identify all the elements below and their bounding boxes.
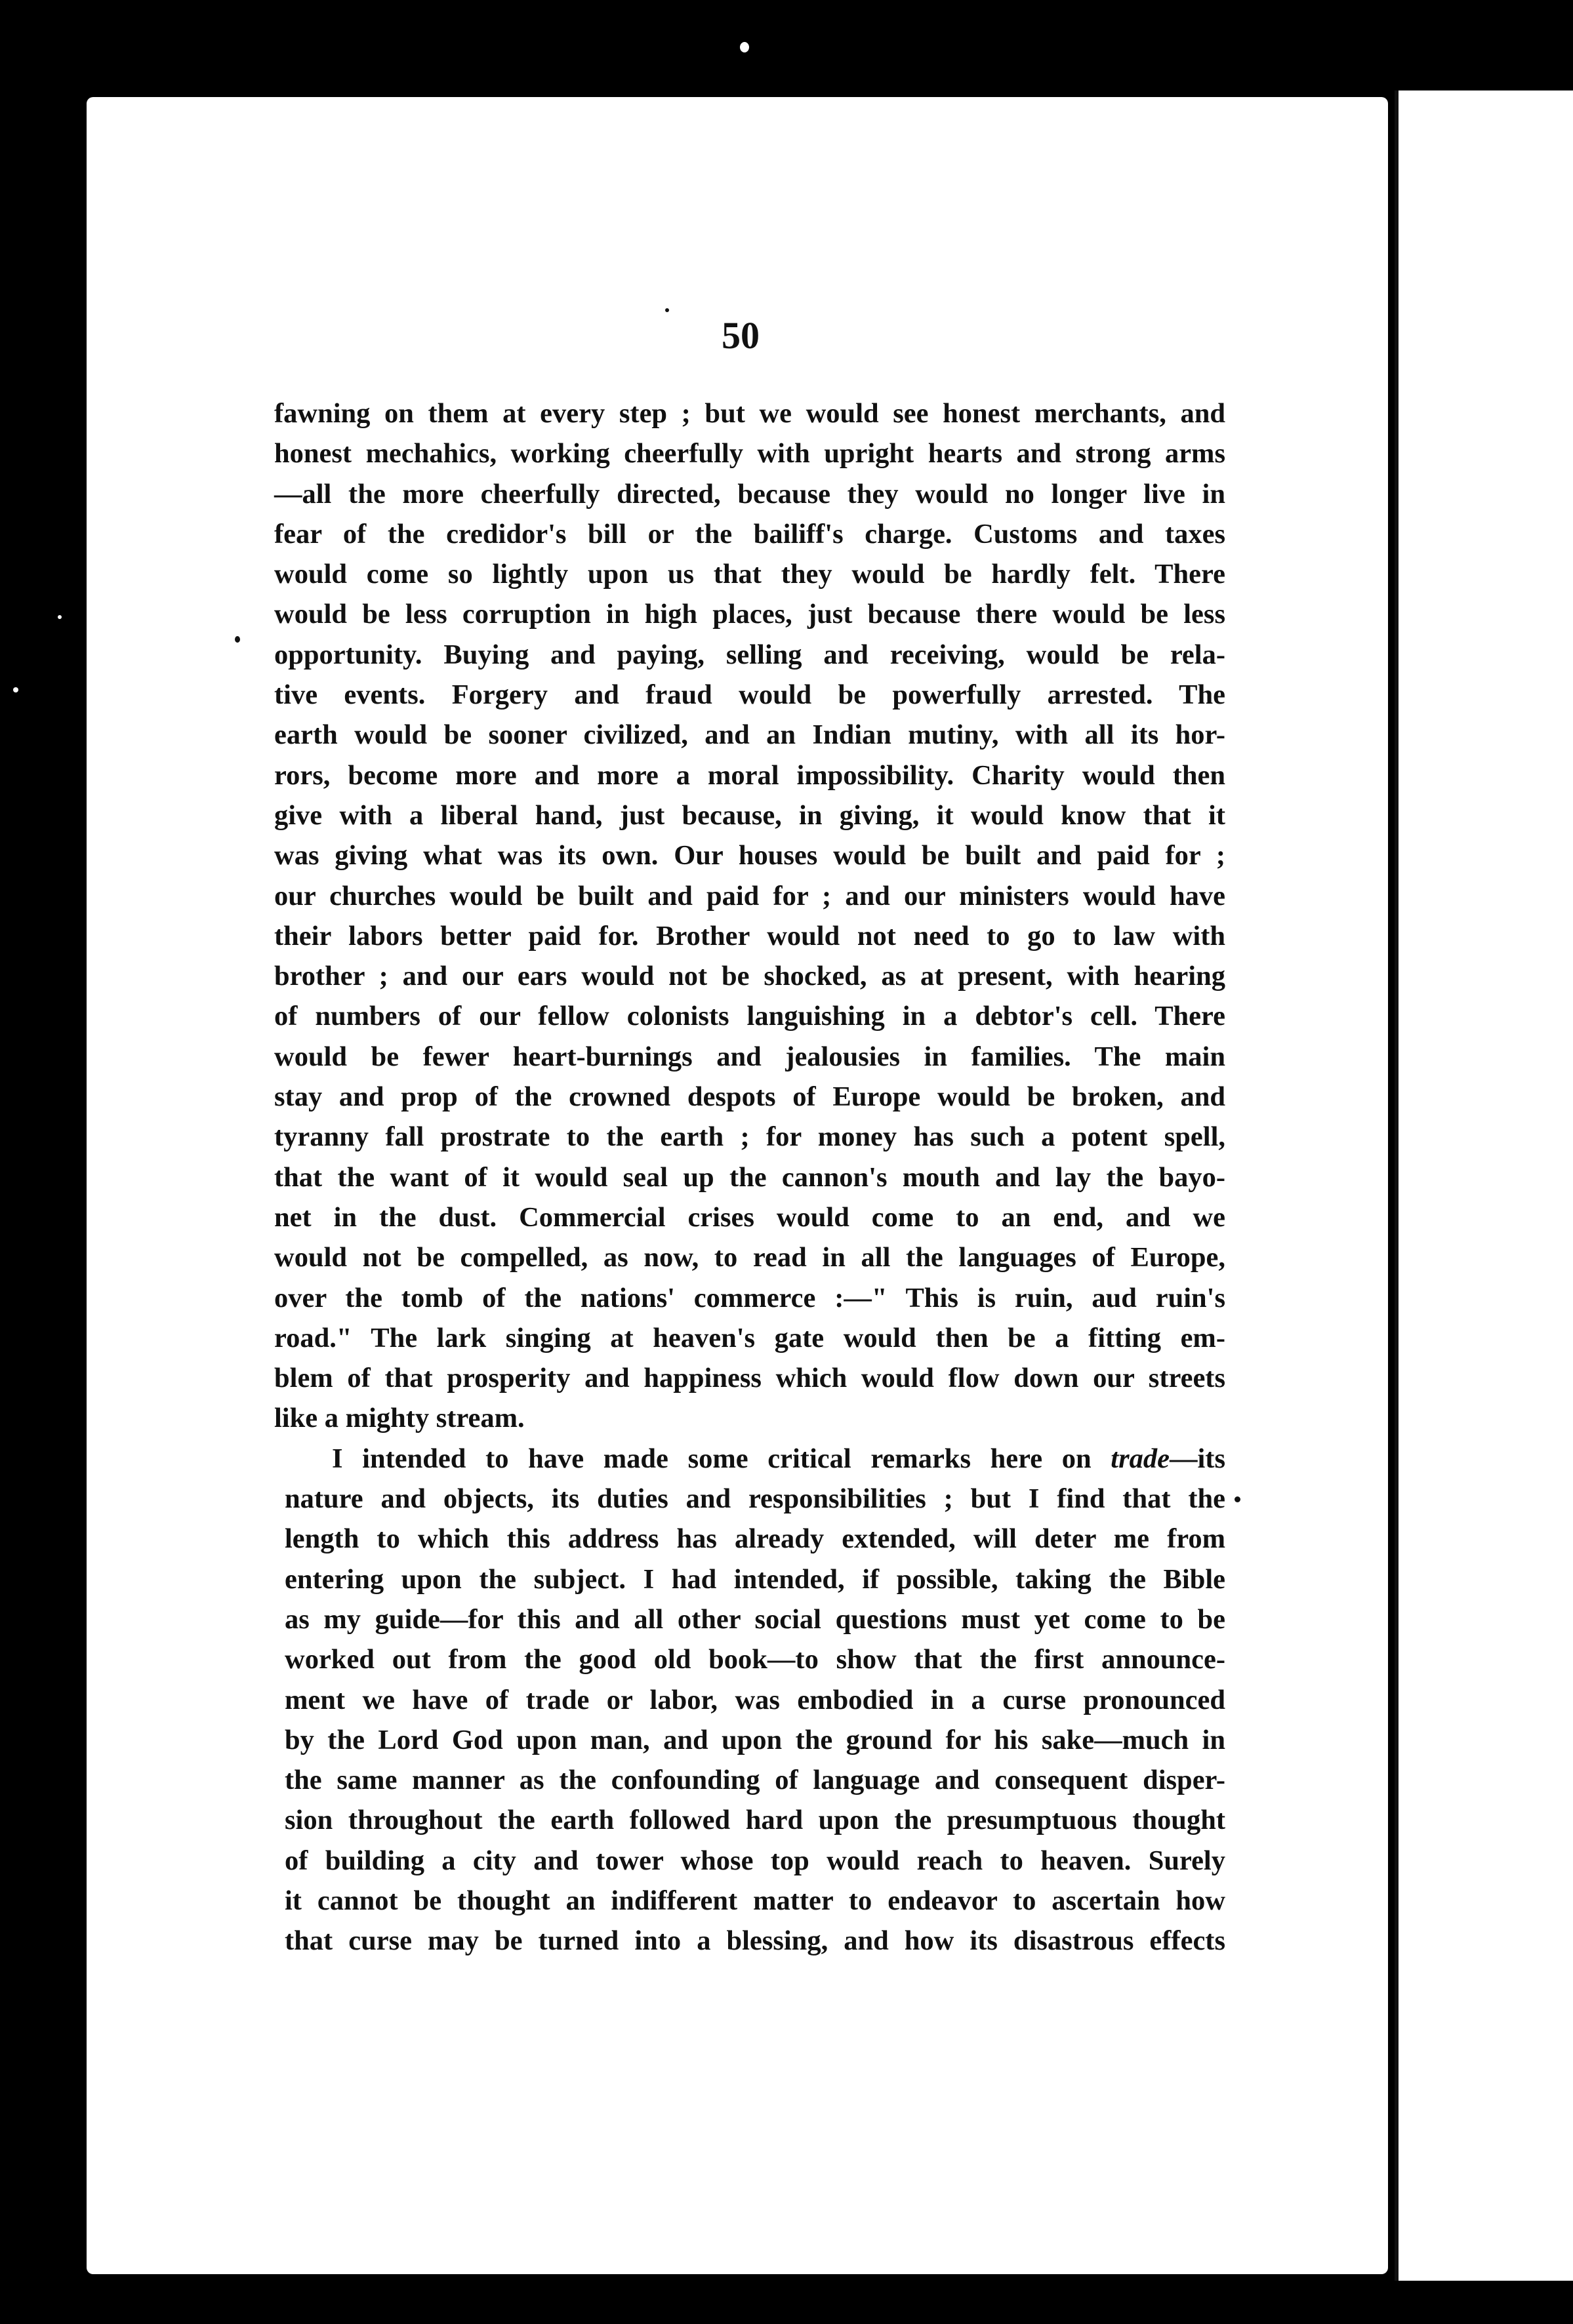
text-line: fawning on them at every step ; but we would see honest merchants, and (274, 398, 1225, 429)
text-line: entering upon the subject. I had intended, if possible, taking the Bible (285, 1563, 1225, 1595)
text-line: length to which this address has already extended, will deter me from (285, 1523, 1225, 1555)
paragraph-1 (274, 393, 1225, 1439)
text-line: fear of the credidor's bill or the bailiff's charge. Customs and taxes (274, 518, 1225, 550)
text-line: our churches would be built and paid for ; and our ministers would have (274, 880, 1225, 912)
scan-speck (740, 42, 749, 52)
text-line: earth would be sooner civilized, and an Indian mutiny, with all its hor- (274, 719, 1225, 751)
next-page-edge (1395, 90, 1573, 2281)
text-line: like a mighty stream. (274, 1403, 525, 1434)
text-line: would be less corruption in high places, just because there would be less (274, 599, 1225, 630)
text-line: tive events. Forgery and fraud would be powerfully arrested. The (274, 679, 1225, 711)
paragraph-2 (285, 1439, 1225, 1961)
text-line: sion throughout the earth followed hard upon the presumptuous thought (285, 1805, 1225, 1836)
text-line: ment we have of trade or labor, was embodied in a curse pronounced (285, 1684, 1225, 1715)
text-line: give with a liberal hand, just because, in giving, it would know that it (274, 799, 1225, 831)
text-line: over the tomb of the nations' commerce :—" This is ruin, aud ruin's (274, 1282, 1225, 1313)
text-line: would come so lightly upon us that they would be hardly felt. There (274, 559, 1225, 590)
page-number: 50 (722, 314, 760, 357)
scan-speck (235, 636, 240, 643)
text-line: would be fewer heart-burnings and jealousies in families. The main (274, 1041, 1225, 1072)
text-line: their labors better paid for. Brother would not need to go to law with (274, 920, 1225, 952)
text-line: of numbers of our fellow colonists languishing in a debtor's cell. There (274, 1001, 1225, 1032)
text-line: road." The lark singing at heaven's gate would then be a fitting em- (274, 1322, 1225, 1353)
text-line: honest mechahics, working cheerfully with upright hearts and strong arms (274, 438, 1225, 470)
text-line: worked out from the good old book—to show that the first announce- (285, 1644, 1225, 1675)
page-body (274, 393, 1225, 1961)
text-line: it cannot be thought an indifferent matter to endeavor to ascertain how (285, 1885, 1225, 1916)
text-line: nature and objects, its duties and responsibilities ; but I find that the (285, 1483, 1225, 1515)
text-line: rors, become more and more a moral impossibility. Charity would then (274, 759, 1225, 791)
text-line: net in the dust. Commercial crises would come to an end, and we (274, 1201, 1225, 1233)
scan-speck (665, 308, 669, 312)
text-line: —all the more cheerfully directed, because they would no longer live in (274, 478, 1225, 510)
text-line: of building a city and tower whose top would reach to heaven. Surely (285, 1845, 1225, 1876)
text-line: that the want of it would seal up the cannon's mouth and lay the bayo- (274, 1161, 1225, 1193)
text-line: by the Lord God upon man, and upon the ground for his sake—much in (285, 1724, 1225, 1755)
text-line: would not be compelled, as now, to read in all the languages of Europe, (274, 1242, 1225, 1273)
text-line: that curse may be turned into a blessing, and how its disastrous effects (285, 1925, 1225, 1957)
text-line: as my guide—for this and all other social questions must yet come to be (285, 1603, 1225, 1635)
text-line: tyranny fall prostrate to the earth ; for money has such a potent spell, (274, 1121, 1225, 1153)
text-line: the same manner as the confounding of language and consequent disper- (285, 1765, 1225, 1796)
scan-speck (13, 687, 18, 692)
text-line: stay and prop of the crowned despots of Europe would be broken, and (274, 1081, 1225, 1113)
paragraph-2-first-line: I intended to have made some critical remarks here on trade—its (332, 1443, 1225, 1474)
text-line: blem of that prosperity and happiness which would flow down our streets (274, 1363, 1225, 1394)
scan-speck (1235, 1496, 1240, 1502)
text-line: brother ; and our ears would not be shocked, as at present, with hearing (274, 961, 1225, 992)
text-line: opportunity. Buying and paying, selling and receiving, would be rela- (274, 639, 1225, 670)
scan-speck (58, 615, 62, 619)
emphasis-trade: trade (1111, 1443, 1170, 1474)
text-line: was giving what was its own. Our houses would be built and paid for ; (274, 840, 1225, 872)
